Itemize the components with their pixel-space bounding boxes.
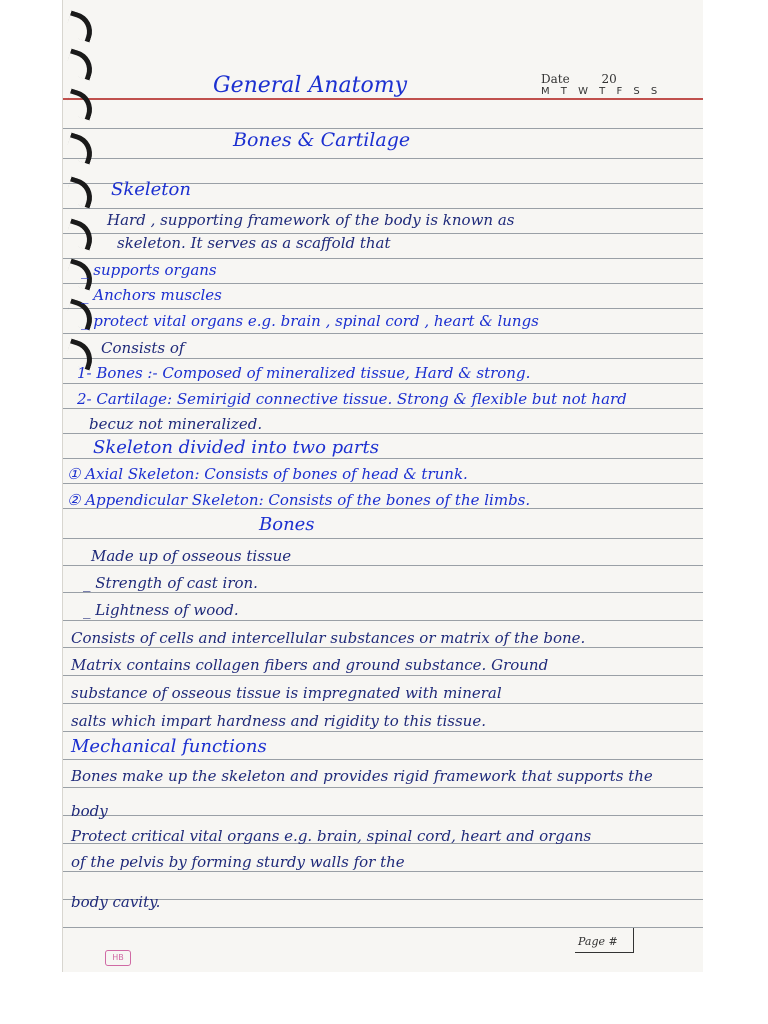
page-number-label: Page # — [578, 935, 618, 948]
text-line: Hard , supporting framework of the body is known as — [107, 211, 515, 229]
spiral-ring-icon — [64, 132, 97, 164]
text-line: Consists of cells and intercellular substances or matrix of the bone. — [71, 629, 586, 647]
text-line: Consists of — [101, 339, 185, 357]
bullet-item: _ Strength of cast iron. — [83, 574, 258, 592]
text-line: substance of osseous tissue is impregnated with mineral — [71, 684, 502, 702]
heading-bones: Bones — [259, 514, 315, 535]
bullet-item: _ protect vital organs e.g. brain , spinal cord , heart & lungs — [81, 312, 539, 330]
text-line: becuz not mineralized. — [89, 415, 263, 433]
weekday-row: M T W T F S S — [541, 86, 662, 97]
ruled-line — [63, 208, 703, 209]
ruled-line — [63, 787, 703, 788]
heading-skeleton: Skeleton — [111, 179, 191, 200]
text-line: body — [71, 802, 108, 820]
spiral-ring-icon — [64, 48, 97, 80]
list-item: ② Appendicular Skeleton: Consists of the bones of the limbs. — [67, 491, 531, 509]
ruled-line — [63, 358, 703, 359]
spiral-ring-icon — [64, 218, 97, 250]
ruled-line — [63, 383, 703, 384]
ruled-line — [63, 759, 703, 760]
heading-mechanical-functions: Mechanical functions — [71, 736, 267, 757]
text-line: Bones make up the skeleton and provides rigid framework that supports the — [71, 767, 653, 785]
date-field — [541, 72, 617, 86]
page-subtitle: Bones & Cartilage — [233, 129, 411, 151]
spiral-ring-icon — [64, 88, 97, 120]
ruled-line — [63, 675, 703, 676]
ruled-line — [63, 333, 703, 334]
bullet-item: _ supports organs — [81, 261, 217, 279]
spiral-ring-icon — [64, 10, 97, 42]
brand-logo: HB — [105, 950, 131, 966]
ruled-line — [63, 158, 703, 159]
text-line: Made up of osseous tissue — [91, 547, 292, 565]
text-line: Matrix contains collagen fibers and ground substance. Ground — [71, 656, 549, 674]
ruled-line — [63, 538, 703, 539]
ruled-line — [63, 308, 703, 309]
list-item: 1- Bones :- Composed of mineralized tissue, Hard & strong. — [77, 364, 531, 382]
ruled-line — [63, 620, 703, 621]
text-line: Protect critical vital organs e.g. brain, spinal cord, heart and organs — [71, 827, 592, 845]
page-title: General Anatomy — [213, 73, 407, 98]
ruled-line — [63, 258, 703, 259]
text-line: body cavity. — [71, 893, 161, 911]
ruled-line — [63, 703, 703, 704]
list-item: 2- Cartilage: Semirigid connective tissue. Strong & flexible but not hard — [77, 390, 627, 408]
notebook-page — [62, 0, 703, 972]
text-line: salts which impart hardness and rigidity to this tissue. — [71, 712, 486, 730]
header-rule — [63, 98, 703, 100]
heading-skeleton-parts: Skeleton divided into two parts — [93, 437, 379, 458]
list-item: ① Axial Skeleton: Consists of bones of head & trunk. — [67, 465, 468, 483]
ruled-line — [63, 458, 703, 459]
bullet-item: _ Lightness of wood. — [83, 601, 239, 619]
ruled-line — [63, 283, 703, 284]
ruled-line — [63, 731, 703, 732]
bullet-item: _ Anchors muscles — [81, 286, 222, 304]
spiral-ring-icon — [64, 176, 97, 208]
date-year: 20 — [601, 72, 617, 86]
date-label: Date — [541, 72, 570, 86]
text-line: skeleton. It serves as a scaffold that — [117, 234, 391, 252]
text-line: of the pelvis by forming sturdy walls for the — [71, 853, 405, 871]
